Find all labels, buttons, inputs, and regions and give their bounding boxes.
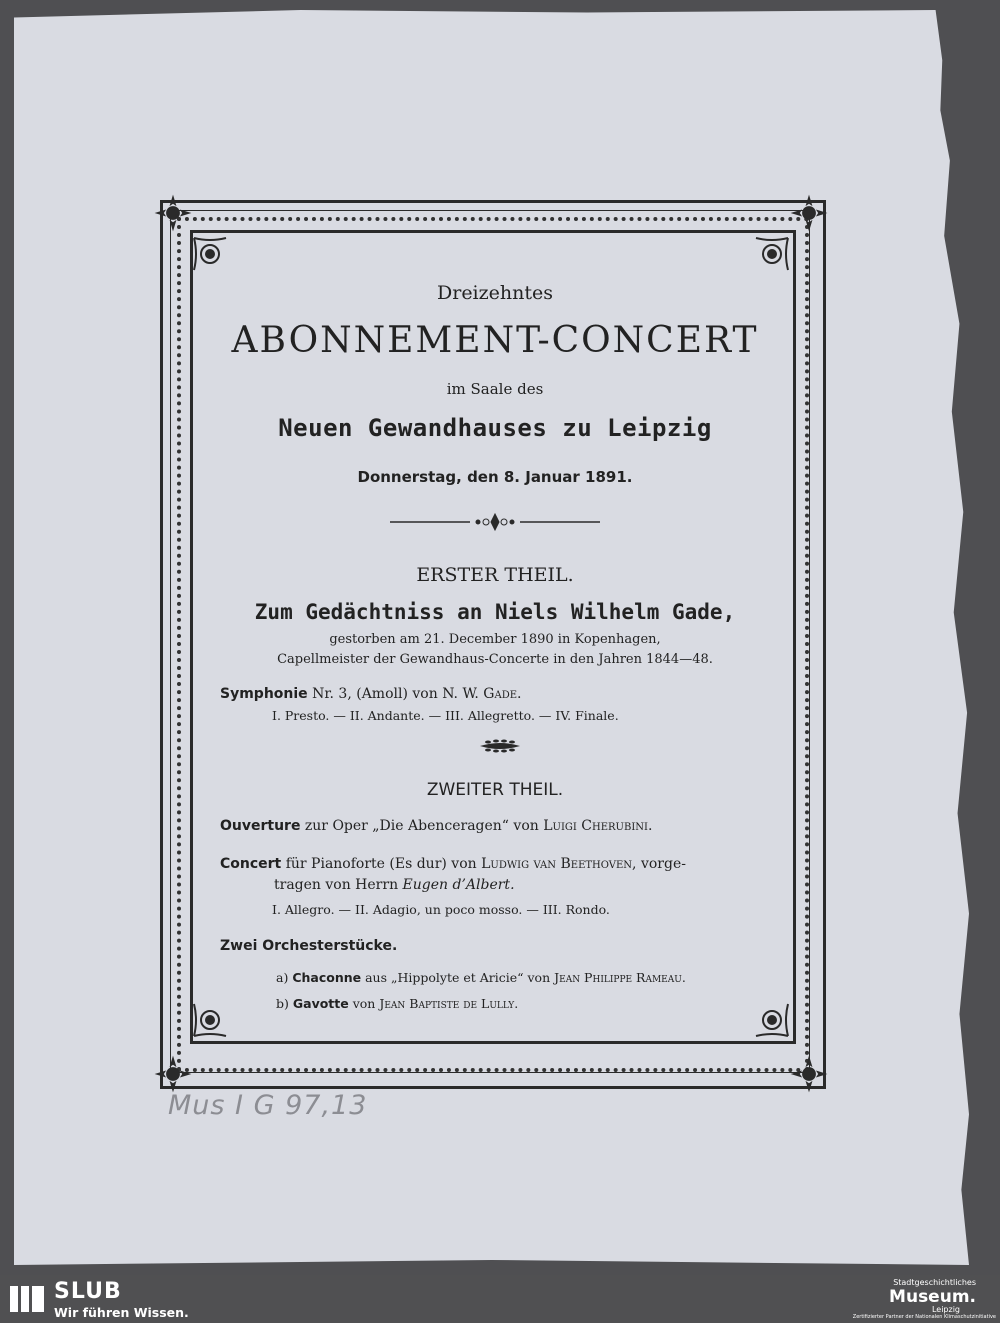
- slub-logo-icon[interactable]: [10, 1286, 44, 1312]
- laurel-ornament-icon: [478, 737, 522, 755]
- slub-tagline: Wir führen Wissen.: [54, 1305, 189, 1320]
- symphony-label: Symphonie: [220, 686, 308, 702]
- part-one-heading: ERSTER THEIL.: [416, 564, 574, 586]
- inner-corner-ornament-icon: [190, 234, 230, 274]
- concerto-composer: Ludwig van Beethoven,: [481, 856, 637, 872]
- concert-ordinal: Dreizehntes: [437, 282, 553, 304]
- pieces-label: Zwei Orchesterstücke.: [220, 938, 398, 954]
- symphony-composer: N. W. Gade.: [442, 686, 522, 702]
- overture-detail: zur Oper „Die Abenceragen“ von: [304, 818, 539, 834]
- archive-shelfmark: Mus I G 97,13: [168, 1090, 368, 1121]
- piece-a-prefix: a): [276, 970, 289, 985]
- piece-b: [276, 996, 518, 1011]
- venue-intro: im Saale des: [446, 380, 544, 398]
- concerto-label: Concert: [220, 856, 282, 872]
- piece-b-composer: Jean Baptiste de Lully.: [379, 996, 519, 1011]
- concert-date: Donnerstag, den 8. Januar 1891.: [357, 468, 633, 486]
- symphony-entry: [220, 686, 521, 702]
- concerto-soloist-intro: tragen von Herrn: [274, 877, 399, 893]
- inner-corner-ornament-icon: [190, 1000, 230, 1040]
- venue-name: Neuen Gewandhauses zu Leipzig: [278, 414, 712, 442]
- concerto-soloist: Eugen d’Albert.: [402, 877, 515, 893]
- memorial-death-note: gestorben am 21. December 1890 in Kopenhagen,: [329, 632, 661, 647]
- corner-ornament-icon: [786, 1051, 832, 1097]
- memorial-career-note: Capellmeister der Gewandhaus-Concerte in den Jahren 1844—48.: [277, 652, 713, 667]
- concerto-detail: für Pianoforte (Es dur) von: [285, 856, 477, 872]
- piece-a-label: Chaconne: [292, 970, 362, 985]
- concerto-entry: [220, 856, 686, 872]
- overture-label: Ouverture: [220, 818, 301, 834]
- concerto-movements: I. Allegro. — II. Adagio, un poco mosso. — III. Rondo.: [272, 902, 610, 917]
- overture-entry: [220, 818, 652, 834]
- piece-a-detail: aus „Hippolyte et Aricie“ von: [365, 970, 551, 985]
- piece-b-label: Gavotte: [292, 996, 349, 1011]
- overture-composer: Luigi Cherubini.: [543, 818, 653, 834]
- museum-prefix: Stadtgeschichtliches: [893, 1278, 976, 1287]
- footer-bar: [0, 1275, 1000, 1323]
- corner-ornament-icon: [786, 190, 832, 236]
- piece-b-detail: von: [352, 996, 376, 1011]
- concerto-soloist-line: [274, 877, 515, 893]
- concert-title: ABONNEMENT-CONCERT: [231, 320, 759, 361]
- corner-ornament-icon: [150, 190, 196, 236]
- concerto-detail-hyphen: vorge-: [640, 856, 686, 872]
- inner-corner-ornament-icon: [752, 1000, 792, 1040]
- slub-name[interactable]: SLUB: [54, 1279, 122, 1304]
- divider-ornament-icon: [390, 512, 600, 532]
- pieces-entry: [220, 938, 397, 954]
- piece-b-prefix: b): [276, 996, 289, 1011]
- museum-name[interactable]: Museum.: [889, 1287, 976, 1307]
- piece-a: [276, 970, 686, 985]
- memorial-title: Zum Gedächtniss an Niels Wilhelm Gade,: [254, 600, 736, 624]
- symphony-movements: I. Presto. — II. Andante. — III. Allegretto. — IV. Finale.: [272, 708, 619, 723]
- museum-certification: Zertifizierter Partner der Nationalen Klimaschutzinitiative: [852, 1314, 996, 1320]
- inner-corner-ornament-icon: [752, 234, 792, 274]
- museum-city: Leipzig: [931, 1305, 960, 1314]
- part-two-heading: ZWEITER THEIL.: [426, 780, 564, 800]
- piece-a-composer: Jean Philippe Rameau.: [554, 970, 686, 985]
- symphony-detail: Nr. 3, (Amoll) von: [312, 686, 438, 702]
